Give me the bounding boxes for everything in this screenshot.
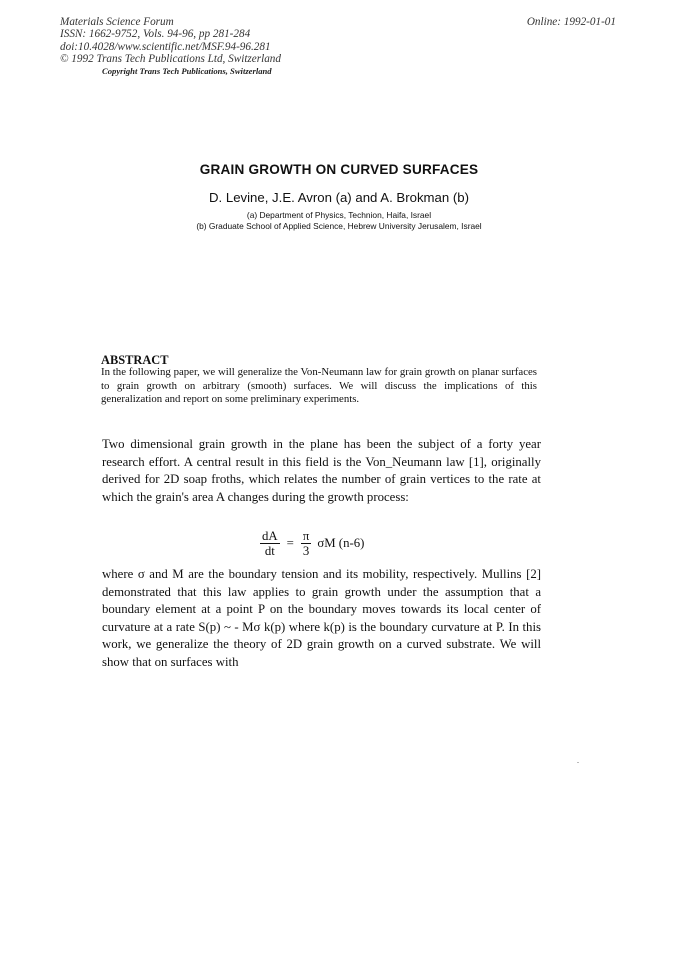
journal-header [60,16,281,66]
abstract-text: In the following paper, we will generalize the Von-Neumann law for grain growth on planar surfaces to grain growth on arbitrary (smooth) surfaces. We will discuss the implications of this generalization and report on some preliminary experiments. [101,366,537,405]
affiliation-a: (a) Department of Physics, Technion, Haifa, Israel [246,210,432,220]
rhs-denominator: 3 [302,543,310,558]
rhs-numerator: π [302,528,310,543]
von-neumann-equation [256,523,364,563]
scan-copyright: Copyright Trans Tech Publications, Switzerland [102,66,272,76]
journal-name: Materials Science Forum [60,16,174,28]
affiliation-b: (b) Graduate School of Applied Science, Hebrew University Jerusalem, Israel [196,221,482,231]
copyright-line: © 1992 Trans Tech Publications Ltd, Switzerland [60,53,281,66]
equals-sign: = [286,535,294,550]
paper-authors: D. Levine, J.E. Avron (a) and A. Brokman (b) [209,190,469,205]
online-date: Online: 1992-01-01 [526,16,616,28]
rhs-fraction [301,529,311,558]
body-paragraph-2: where σ and M are the boundary tension and its mobility, respectively. Mullins [2] demonstrated that this law applies to grain growth under the assumption that a boundary element at a point P on the boundary moves towards its local center of curvature at a rate S(p) ~ - Mσ k(p) where k(p) is the boundary curvature at P. In this work, we generalize the theory of 2D grain growth on a curved substrate. We will show that on surfaces with [102,567,541,669]
rhs-remainder: σM (n-6) [317,535,365,550]
doi-line: doi:10.4028/www.scientific.net/MSF.94-96.281 [60,40,271,53]
lhs-numerator: dA [262,528,278,543]
body-paragraph-1: Two dimensional grain growth in the plane has been the subject of a forty year research effort. A central result in this field is the Von_Neumann law [1], originally derived for 2D soap froths, which relates the number of grain vertices to the rate at which the grain's area A changes during the growth process: [102,437,541,504]
lhs-denominator: dt [264,543,275,558]
abstract-heading: ABSTRACT [101,353,169,367]
paper-title: GRAIN GROWTH ON CURVED SURFACES [199,162,479,177]
scan-speck [577,762,579,763]
lhs-fraction [260,529,280,558]
issn-line: ISSN: 1662-9752, Vols. 94-96, pp 281-284 [60,28,251,41]
